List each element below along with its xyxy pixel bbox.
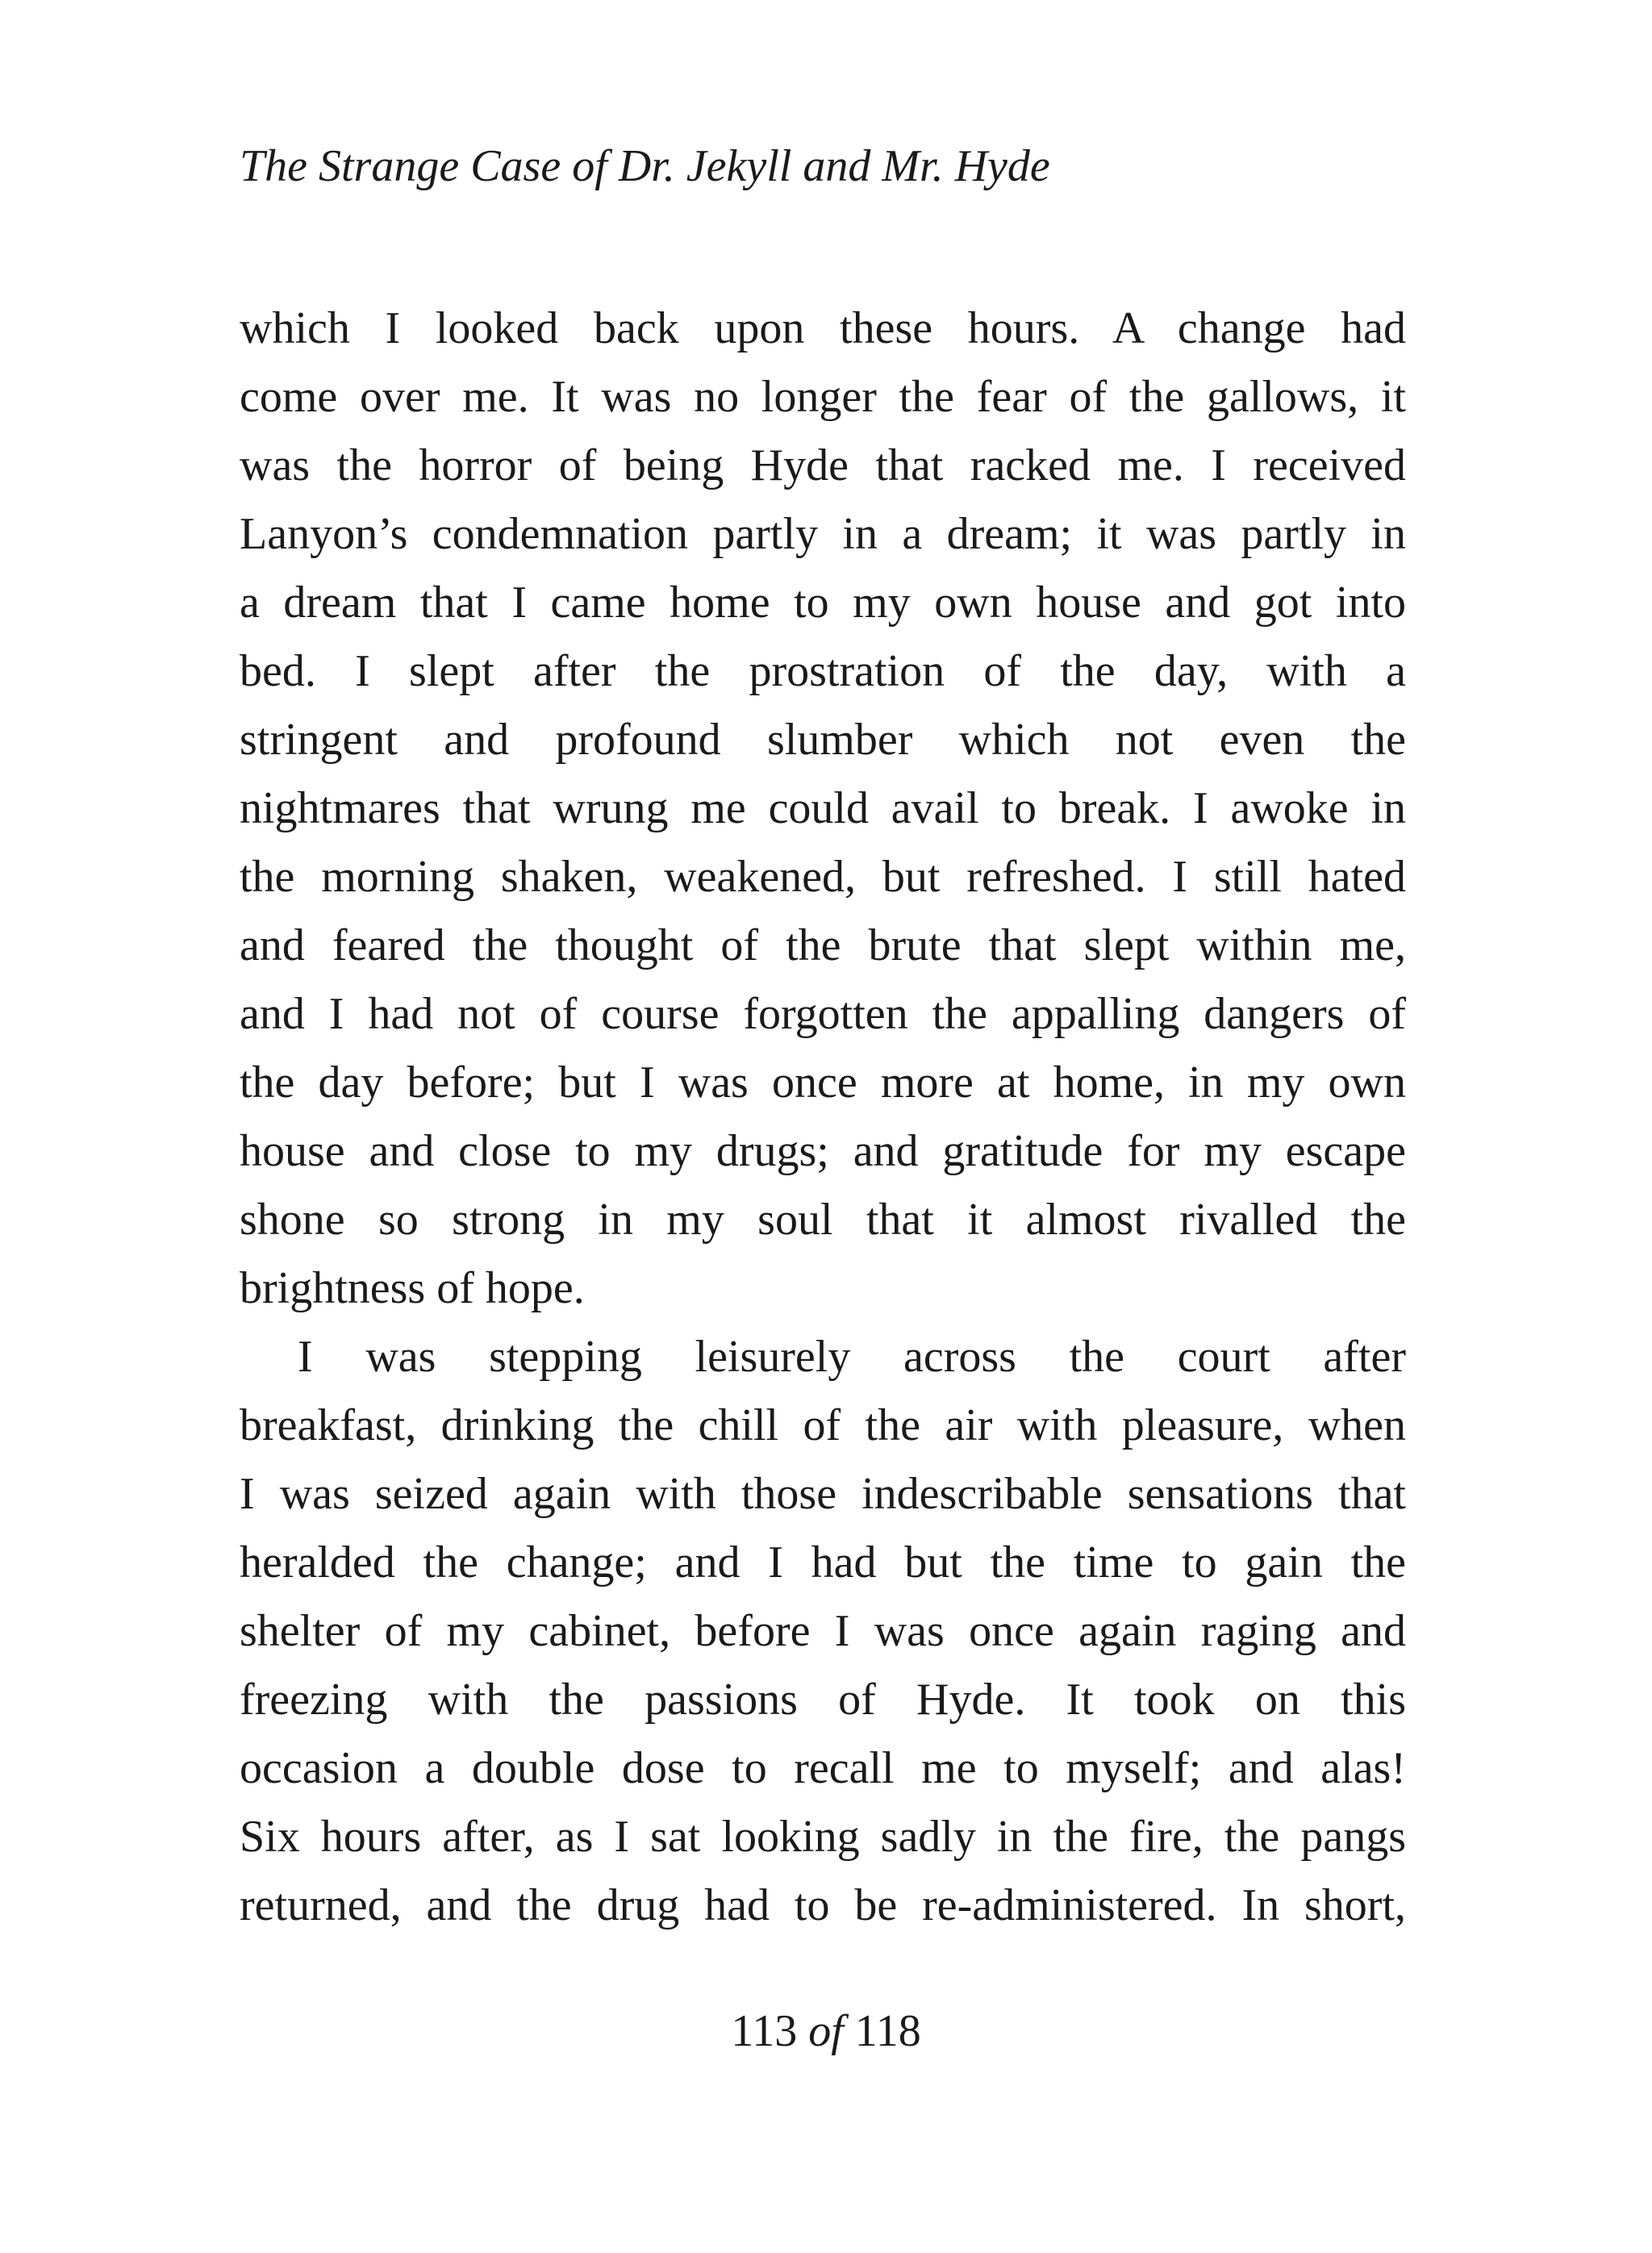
text-line: come over me. It was no longer the fear of the gallows, it — [240, 372, 1406, 422]
text-line: I was stepping leisurely across the court after — [298, 1332, 1406, 1382]
text-line: the day before; but I was once more at home, in my own — [240, 1058, 1406, 1108]
paragraph — [240, 294, 1406, 1323]
text-line: heralded the change; and I had but the time to gain the — [240, 1537, 1406, 1588]
page-number-total: 118 — [854, 2006, 921, 2056]
paragraph — [240, 1323, 1406, 1940]
page-number-current: 113 — [731, 2006, 798, 2056]
text-line: house and close to my drugs; and gratitude for my escape — [240, 1126, 1406, 1176]
text-line: and I had not of course forgotten the appalling dangers of — [240, 989, 1406, 1039]
text-line: bed. I slept after the prostration of the day, with a — [240, 646, 1406, 696]
page-number-of: of — [808, 2006, 844, 2056]
text-line: stringent and profound slumber which not even the — [240, 715, 1406, 765]
text-line: and feared the thought of the brute that slept within me, — [240, 920, 1406, 970]
body-text — [240, 294, 1406, 1940]
text-line: shone so strong in my soul that it almost rivalled the — [240, 1195, 1406, 1245]
text-line: which I looked back upon these hours. A change had — [240, 303, 1406, 353]
text-line: breakfast, drinking the chill of the air with pleasure, when — [240, 1400, 1406, 1450]
text-line: occasion a double dose to recall me to myself; and alas! — [240, 1743, 1406, 1793]
text-line: Lanyon’s condemnation partly in a dream; it was partly in — [240, 509, 1406, 559]
running-head: The Strange Case of Dr. Jekyll and Mr. Hyde — [240, 141, 1050, 191]
text-line: freezing with the passions of Hyde. It took on this — [240, 1675, 1406, 1725]
text-line: returned, and the drug had to be re-administered. In short, — [240, 1880, 1406, 1930]
text-line: the morning shaken, weakened, but refreshed. I still hated — [240, 852, 1406, 902]
text-line: brightness of hope. — [240, 1263, 585, 1313]
page-number — [0, 2006, 1652, 2056]
text-line: nightmares that wrung me could avail to break. I awoke in — [240, 783, 1406, 833]
text-line: a dream that I came home to my own house and got into — [240, 578, 1406, 628]
text-line: Six hours after, as I sat looking sadly in the fire, the pangs — [240, 1812, 1406, 1862]
text-line: I was seized again with those indescribable sensations that — [240, 1469, 1406, 1519]
text-line: was the horror of being Hyde that racked me. I received — [240, 440, 1406, 490]
text-line: shelter of my cabinet, before I was once again raging and — [240, 1606, 1406, 1656]
